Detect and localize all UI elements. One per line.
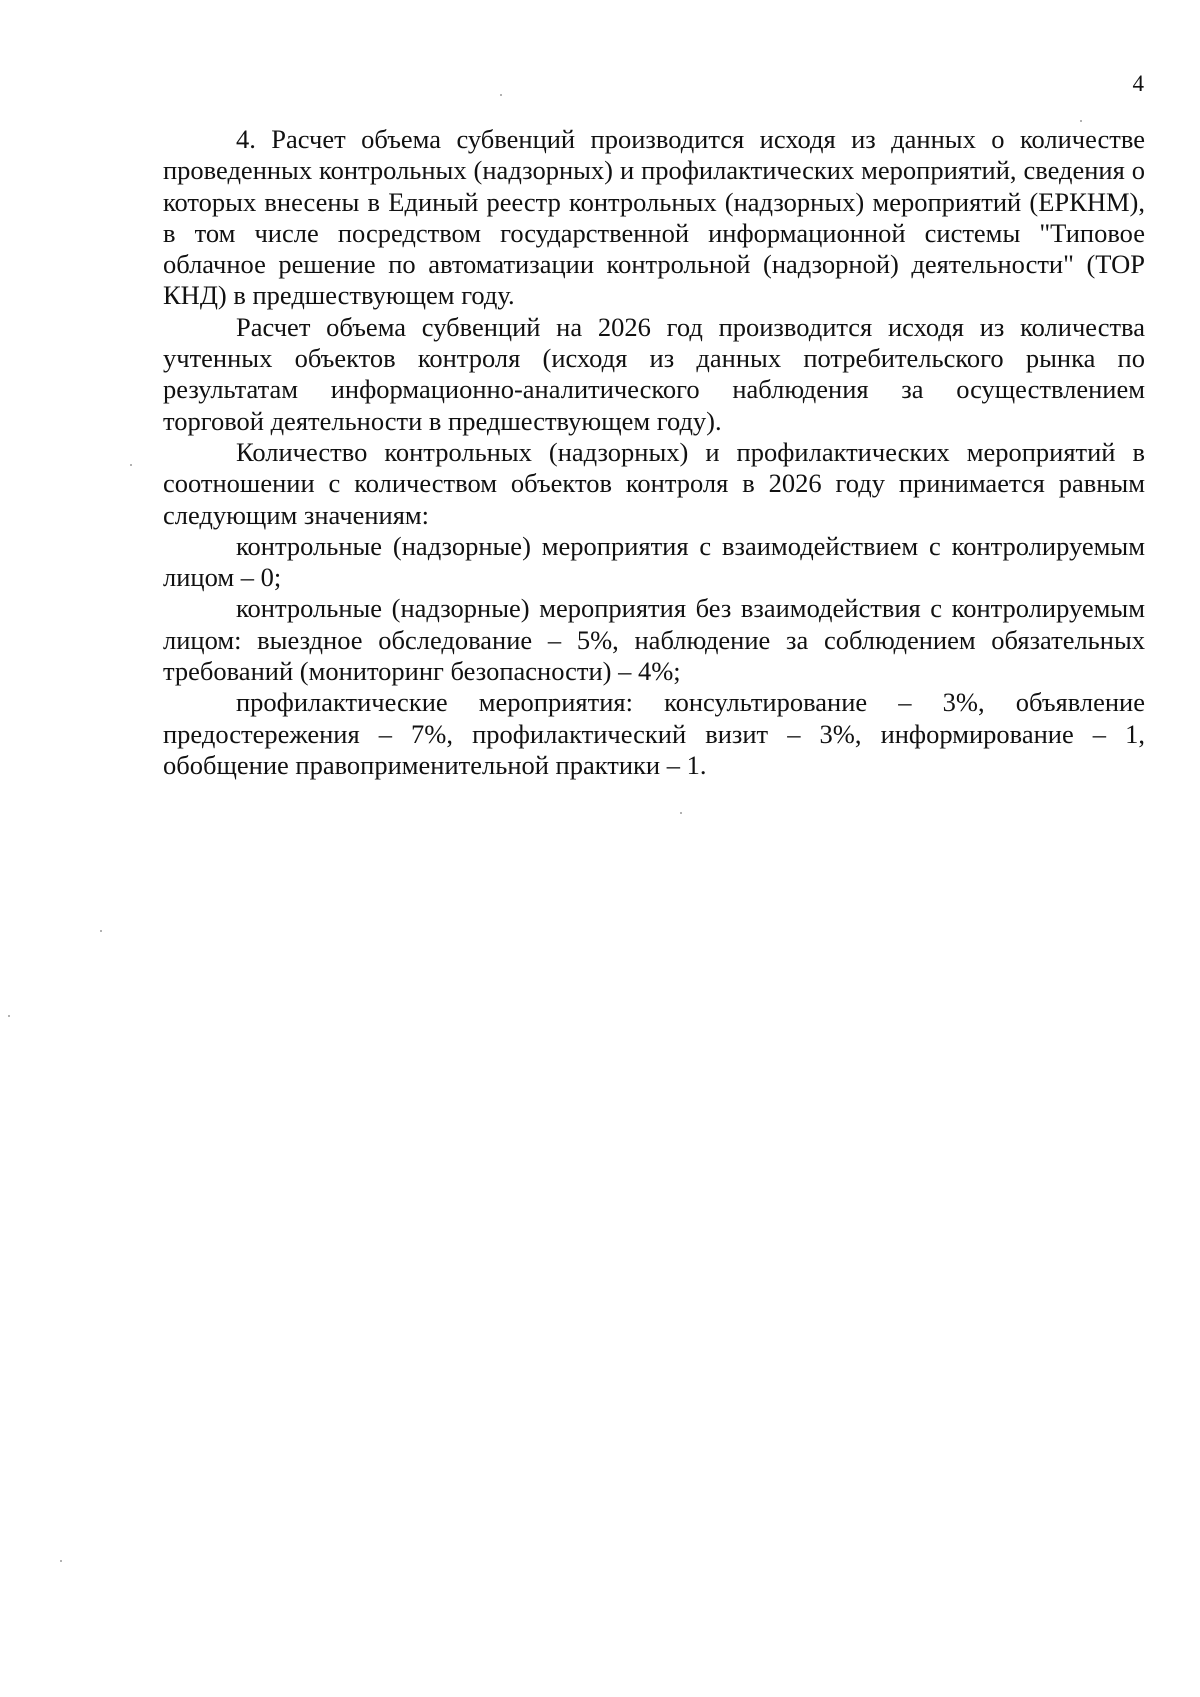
scan-speck [100,930,102,932]
scan-speck [8,1015,10,1017]
scan-speck [60,1560,62,1562]
scan-speck [1080,120,1082,122]
scan-speck [130,464,132,466]
scan-speck [500,94,502,96]
paragraph-subvention-2026: Расчет объема субвенций на 2026 год производится исходя из количества учтенных объектов контроля (исходя из данных потребительского рынка по результатам информационно-аналитического наблюдения за осуществлением торговой деятельности в предшествующем году). [163,311,1145,436]
paragraph-preventive-measures: профилактические мероприятия: консультирование – 3%, объявление предостережения – 7%, профилактический визит – 3%, информирование – 1, обобщение правоприменительной практики – 1. [163,687,1145,780]
document-body [163,124,1145,781]
paragraph-subvention-calculation-basis: 4. Расчет объема субвенций производится исходя из данных о количестве проведенных контрольных (надзорных) и профилактических мероприятий, сведения о которых внесены в Единый реестр контрольных (надзорных) мероприятий (ЕРКНМ), в том числе посредством государственной информационной системы "Типовое облачное решение по автоматизации контрольной (надзорной) деятельности" (ТОР КНД) в предшествующем году. [163,124,1145,311]
page-number: 4 [1132,71,1144,96]
scan-speck [680,812,682,814]
paragraph-measures-ratio: Количество контрольных (надзорных) и профилактических мероприятий в соотношении с количеством объектов контроля в 2026 году принимается равным следующим значениям: [163,436,1145,530]
paragraph-measures-without-interaction: контрольные (надзорные) мероприятия без взаимодействия с контролируемым лицом: выездное обследование – 5%, наблюдение за соблюдением обязательных требований (мониторинг безопасности) – 4%; [163,593,1145,687]
paragraph-measures-with-interaction: контрольные (надзорные) мероприятия с взаимодействием с контролируемым лицом – 0; [163,530,1145,593]
